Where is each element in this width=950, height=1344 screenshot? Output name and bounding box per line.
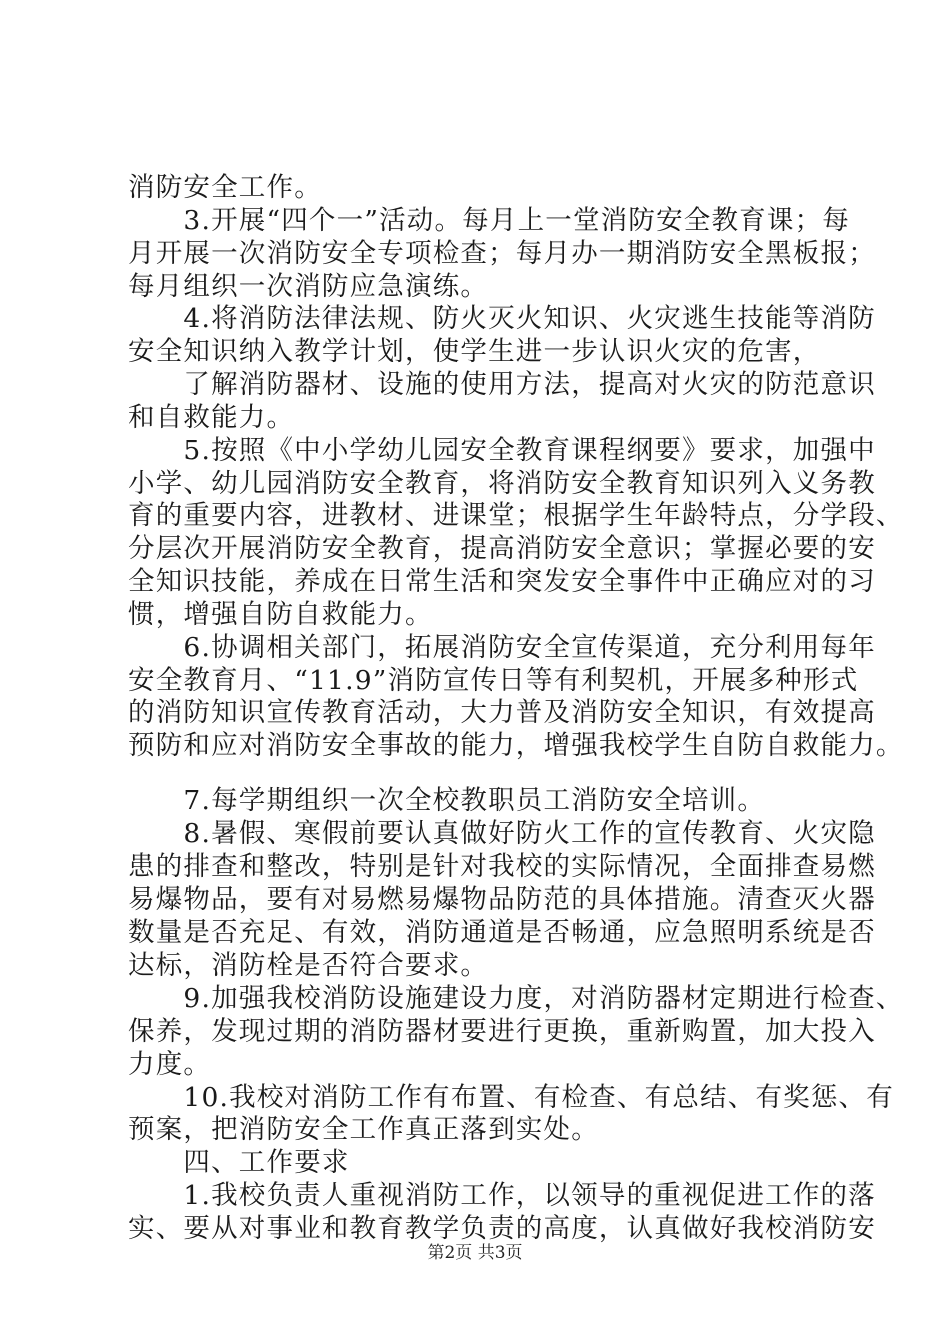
text-line: 6.协调相关部门，拓展消防安全宣传渠道，充分利用每年 [128,632,876,663]
text-line: 四、工作要求 [128,1147,350,1178]
text-line: 10.我校对消防工作有布置、有检查、有总结、有奖惩、有 [128,1082,894,1113]
page-number-footer: 第2页 共3页 [427,1243,523,1263]
text-line: 消防安全工作。 [128,172,322,203]
text-line: 保养，发现过期的消防器材要进行更换，重新购置，加大投入 [128,1016,876,1047]
text-line: 5.按照《中小学幼儿园安全教育课程纲要》要求，加强中 [128,435,876,466]
text-line: 数量是否充足、有效，消防通道是否畅通，应急照明系统是否 [128,917,876,948]
text-line: 安全知识纳入教学计划，使学生进一步认识火灾的危害， [128,336,821,367]
text-line: 预案，把消防安全工作真正落到实处。 [128,1114,599,1145]
text-line: 1.我校负责人重视消防工作，以领导的重视促进工作的落 [128,1180,876,1211]
text-line: 了解消防器材、设施的使用方法，提高对火灾的防范意识 [128,369,876,400]
text-line: 小学、幼儿园消防安全教育，将消防安全教育知识列入义务教 [128,468,876,499]
text-line: 3.开展“四个一”活动。每月上一堂消防安全教育课；每 [128,205,850,236]
text-line: 7.每学期组织一次全校教职员工消防安全培训。 [128,785,766,816]
text-line: 患的排查和整改，特别是针对我校的实际情况，全面排查易燃 [128,851,876,882]
text-line: 月开展一次消防安全专项检查；每月办一期消防安全黑板报； [128,238,876,269]
text-line: 每月组织一次消防应急演练。 [128,271,489,302]
text-line: 的消防知识宣传教育活动，大力普及消防安全知识，有效提高 [128,697,876,728]
text-line: 8.暑假、寒假前要认真做好防火工作的宣传教育、火灾隐 [128,818,876,849]
text-line: 全知识技能，养成在日常生活和突发安全事件中正确应对的习 [128,566,876,597]
text-line: 惯，增强自防自救能力。 [128,599,433,630]
text-line: 安全教育月、“11.9”消防宣传日等有利契机，开展多种形式 [128,665,859,696]
text-line: 达标，消防栓是否符合要求。 [128,950,489,981]
text-line: 实、要从对事业和教育教学负责的高度，认真做好我校消防安 [128,1213,876,1244]
text-line: 预防和应对消防安全事故的能力，增强我校学生自防自救能力。 [128,730,904,761]
text-line: 易爆物品，要有对易燃易爆物品防范的具体措施。清查灭火器 [128,884,876,915]
text-line: 和自救能力。 [128,402,295,433]
text-line: 分层次开展消防安全教育，提高消防安全意识；掌握必要的安 [128,533,876,564]
text-line: 9.加强我校消防设施建设力度，对消防器材定期进行检查、 [128,983,904,1014]
text-line: 4.将消防法律法规、防火灭火知识、火灾逃生技能等消防 [128,303,876,334]
text-line: 力度。 [128,1049,212,1080]
text-line: 育的重要内容，进教材、进课堂；根据学生年龄特点，分学段、 [128,500,904,531]
